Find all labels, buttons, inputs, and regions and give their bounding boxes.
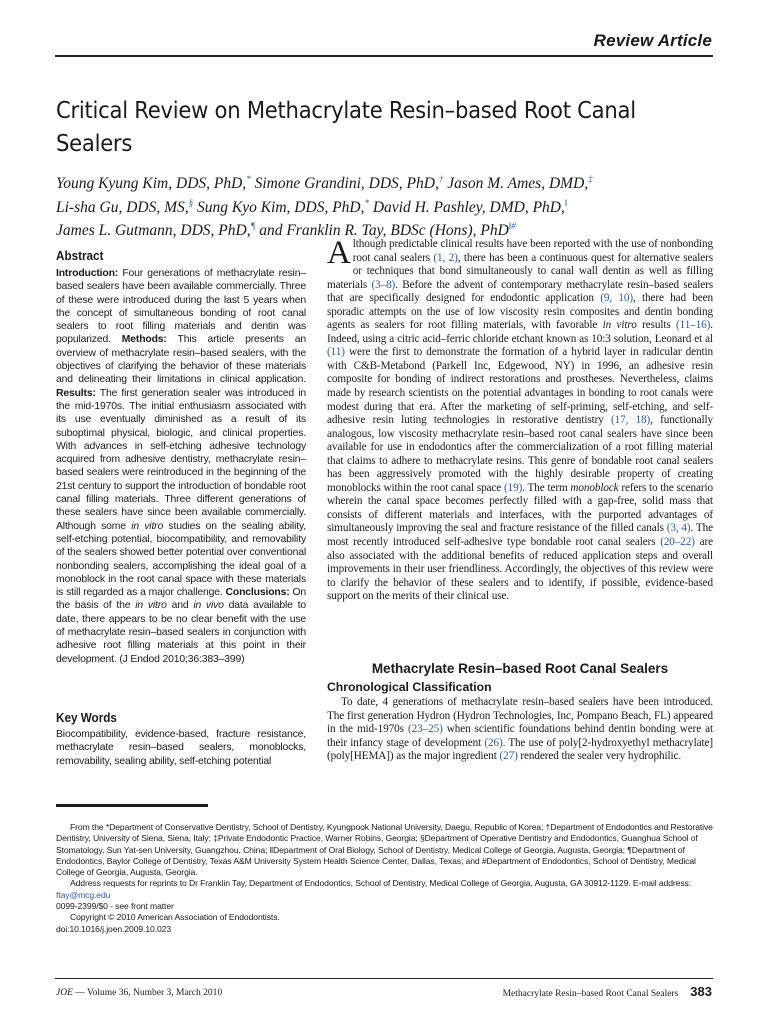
abstract-conclusions: and: [171, 600, 189, 612]
abstract-label-results: Results:: [56, 387, 96, 399]
footer-journal: [56, 988, 222, 998]
intro-text: , functionally analogous, low viscosity methacrylate resin–based root canal sealers have since been available for use in endodontics after the commercialization of a root filling material that claims to adhere to methacrylate resins. This genre of bondable root canal sealers has been aggressively promoted with the highly desirable property of creating monoblocks within the root canal space: [327, 414, 713, 494]
abstract-heading: Abstract: [56, 248, 104, 263]
author-name: Young Kyung Kim, DDS, PhD,: [56, 175, 247, 193]
author-name: Simone Grandini, DDS, PhD,: [254, 175, 439, 193]
keywords-text: Biocompatibility, evidence-based, fracture resistance, methacrylate resin–based sealers, monoblocks, removability, sealing ability, self-etching potential: [56, 729, 306, 767]
intro-text: are also associated with the additional benefits of reduced application steps and overall improvements in their user friendliness. Accordingly, the objectives of this review were to clarify the behavior of these sealers and to identify, if possible, evidence-based support on the merits of their clinical use.: [327, 536, 714, 603]
abstract-results: The first generation sealer was introduced in the mid-1970s. The initial enthusiasm associated with its use eventually diminished as a result of its suboptimal physical, biologic, and clinical properties. With advances in self-etching adhesive technology acquired from adhesive dentistry, methacrylate resin–based sealers were reintroduced in the beginning of the 21st century to support the introduction of bondable root canal filling materials. Three different generations of these sealers have since been available commercially. Although some: [56, 387, 306, 532]
intro-text: refers to the scenario wherein the canal space becomes perfectly filled with a gap-free, solid mass that consists of different materials and interfaces, with the purported advantages of simultaneously improving the seal and fracture resistance of the filled canals: [327, 481, 713, 535]
author-name: Jason M. Ames, DMD,: [447, 175, 589, 193]
author-name: and Franklin R. Tay, BDSc (Hons), PhD: [259, 222, 509, 240]
reference-link[interactable]: (17, 18): [611, 414, 651, 427]
intro-text: were the first to demonstrate the formation of a hybrid layer in radicular dentin with C&B-Metabond (Parkell Inc, Edgewood, NY) in 1996, an adhesive resin composite for bonding of indirect restorations and prostheses. Nevertheless, claims made by research scientists on the potential advantages in bonding to root canals were modest during that era. After the marketing of self-priming, self-etching, and self-adhesive resin luting technologies in restorative dentistry: [327, 346, 713, 427]
reference-link[interactable]: (9, 10): [600, 292, 633, 305]
footnote-rule: [56, 804, 208, 807]
copyright-line: Copyright © 2010 American Association of Endodontists.: [70, 912, 280, 923]
intro-text: . The most recently introduced self-adhesive type bondable root canal sealers: [327, 522, 713, 549]
author-list: [56, 170, 756, 241]
footer-right: [503, 984, 712, 999]
abstract-methods: This article presents an overview of methacrylate resin–based sealers, with the objectives of clarifying the behavior of these materials and delineating their limitations in clinical application.: [56, 334, 306, 386]
footnotes: [56, 822, 716, 935]
intro-text: , there has been a continuous quest for alternative sealers or techniques that bond simultaneously to canal wall dentin as well as filling materials: [327, 251, 713, 291]
email-link[interactable]: ftay@mcg.edu: [56, 889, 111, 900]
reference-link[interactable]: (19): [503, 481, 523, 494]
affiliation-mark: ¶: [250, 221, 256, 232]
author-name: James L. Gutmann, DDS, PhD,: [56, 222, 251, 240]
doi-line: doi:10.1016/j.joen.2009.10.023: [56, 923, 172, 934]
running-title: Methacrylate Resin–based Root Canal Sealers: [502, 989, 679, 999]
abstract-citation: (J Endod 2010;36:383–399): [119, 653, 245, 665]
abstract-label-conclusions: Conclusions:: [225, 587, 290, 599]
journal-issue: — Volume 36, Number 3, March 2010: [75, 988, 223, 998]
reference-link[interactable]: (3–8): [371, 278, 396, 291]
author-name: Sung Kyo Kim, DDS, PhD,: [197, 198, 365, 216]
intro-text: , there had been sporadic attempts on the use of low viscosity resin composites and dentin bonding agents as sealers for root filling materials, with favorable: [327, 292, 713, 332]
affiliation-mark: §: [188, 197, 194, 208]
affiliations: From the *Department of Conservative Dentistry, School of Dentistry, Kyungpook National University, Daegu, Republic of Korea; †Department of Endodontics and Restorative Dentistry, University of Siena, Siena, Italy; ‡Private Endodontic Practice, Warner Robins, Georgia; §Department of Operative Dentistry and Endodontics, Guanghua School of Stomatology, Sun Yat-sen University, Guangzhou, China; ‖Department of Oral Biology, School of Dentistry, Medical College of Georgia, Augusta, Georgia; ¶Department of Endodontics, Baylor College of Dentistry, Texas A&M University System Health Science Center, Dallas, Texas; and #Department of Endodontics, School of Dentistry, Medical College of Georgia, Augusta, Georgia.: [56, 822, 713, 878]
reference-link[interactable]: (27): [499, 750, 518, 763]
section-text: rendered the sealer very hydrophilic.: [520, 750, 682, 763]
abstract-conclusions: data available to date, there appears to be no clear benefit with the use of methacrylate resin–based sealers in conjunction with adhesive root filling materials at this point in their development.: [56, 600, 306, 665]
reprint-address: [56, 878, 716, 901]
journal-abbrev: JOE: [56, 988, 73, 998]
abstract-label-methods: Methods:: [121, 334, 167, 346]
affiliation-mark: *: [246, 174, 251, 184]
intro-text: . Indeed, using a citric acid–ferric chloride etchant known as 10:3 solution, Leonard et al: [327, 319, 713, 345]
section-text: To date, 4 generations of methacrylate resin–based sealers have been introduced. The first generation Hydron (Hydron Technologies, Inc, Pompano Beach, FL) appeared in the mid-1970s: [327, 696, 713, 736]
reference-link[interactable]: (26): [484, 736, 503, 749]
abstract-body: [56, 267, 306, 666]
section-tag: Review Article: [593, 31, 712, 50]
abstract-label-introduction: Introduction:: [56, 268, 119, 279]
reference-link[interactable]: (23–25): [407, 723, 443, 736]
intro-body: [327, 235, 714, 604]
reprint-address-text: Address requests for reprints to Dr Franklin Tay, Department of Endodontics, School of Dentistry, Medical College of Georgia, Augusta, GA 30912-1129. E-mail address:: [70, 878, 692, 889]
issn-line: 0099-2399/$0 - see front matter: [56, 901, 174, 912]
abstract-results: studies on the sealing ability, self-etching potential, biocompatibility, and removability of the sealers showed better potential over conventional nonbonding sealers, accomplishing the ideal goal of a monoblock in the root canal space with these materials is still regarded as a major challenge.: [56, 520, 306, 599]
reference-link[interactable]: (11): [327, 346, 345, 359]
reference-link[interactable]: (1, 2): [433, 251, 458, 264]
section-heading: Methacrylate Resin–based Root Canal Sealers: [371, 661, 669, 676]
subsection-heading: Chronological Classification: [327, 680, 492, 694]
intro-italic: monoblock: [570, 481, 619, 494]
reference-link[interactable]: (3, 4): [666, 522, 691, 535]
section-text: . The use of poly[2-hydroxyethyl methacrylate] (poly[HEMA]) as the major ingredient: [327, 736, 713, 763]
abstract-introduction: Four generations of methacrylate resin–based sealers have been available commercially. Three of these were introduced during the last 5 years when the concept of simultaneous bonding of root canal sealers to root filling materials and dentin was popularized.: [56, 268, 306, 346]
abstract-italic: in vitro: [135, 600, 167, 612]
page-number: 383: [690, 984, 712, 999]
reference-link[interactable]: (20–22): [660, 536, 695, 549]
affiliation-mark: †: [438, 174, 444, 184]
article-title: Critical Review on Methacrylate Resin–based Root Canal Sealers: [56, 96, 636, 157]
section-text: when scientific foundations behind dentin bonding were at their infancy stage of development: [327, 723, 713, 749]
author-name: Li-sha Gu, DDS, MS,: [56, 198, 189, 216]
intro-text: lthough predictable clinical results have been reported with the use of nonbonding root canal sealers: [352, 238, 713, 264]
intro-text: . The term: [522, 481, 568, 494]
reference-link[interactable]: (11–16): [675, 319, 711, 332]
intro-text: . Before the advent of contemporary methacrylate resin–based sealers that are specifically designed for endodontic application: [327, 278, 714, 305]
footer-rule: [55, 978, 713, 979]
affiliation-mark: ‖#: [508, 221, 516, 232]
header-rule: [55, 55, 713, 57]
intro-italic: in vitro: [602, 319, 637, 332]
abstract-italic: in vitro: [131, 520, 164, 532]
affiliation-mark: ‖: [564, 197, 568, 208]
intro-text: results: [642, 319, 671, 332]
drop-cap: A: [327, 235, 351, 271]
keywords-heading: Key Words: [56, 710, 117, 725]
abstract-conclusions: On the basis of the: [56, 587, 306, 612]
affiliation-mark: ‡: [588, 174, 593, 184]
author-name: David H. Pashley, DMD, PhD,: [372, 198, 565, 216]
abstract-italic: in vivo: [193, 600, 224, 612]
affiliation-mark: *: [364, 197, 369, 208]
section-body: [327, 696, 713, 764]
